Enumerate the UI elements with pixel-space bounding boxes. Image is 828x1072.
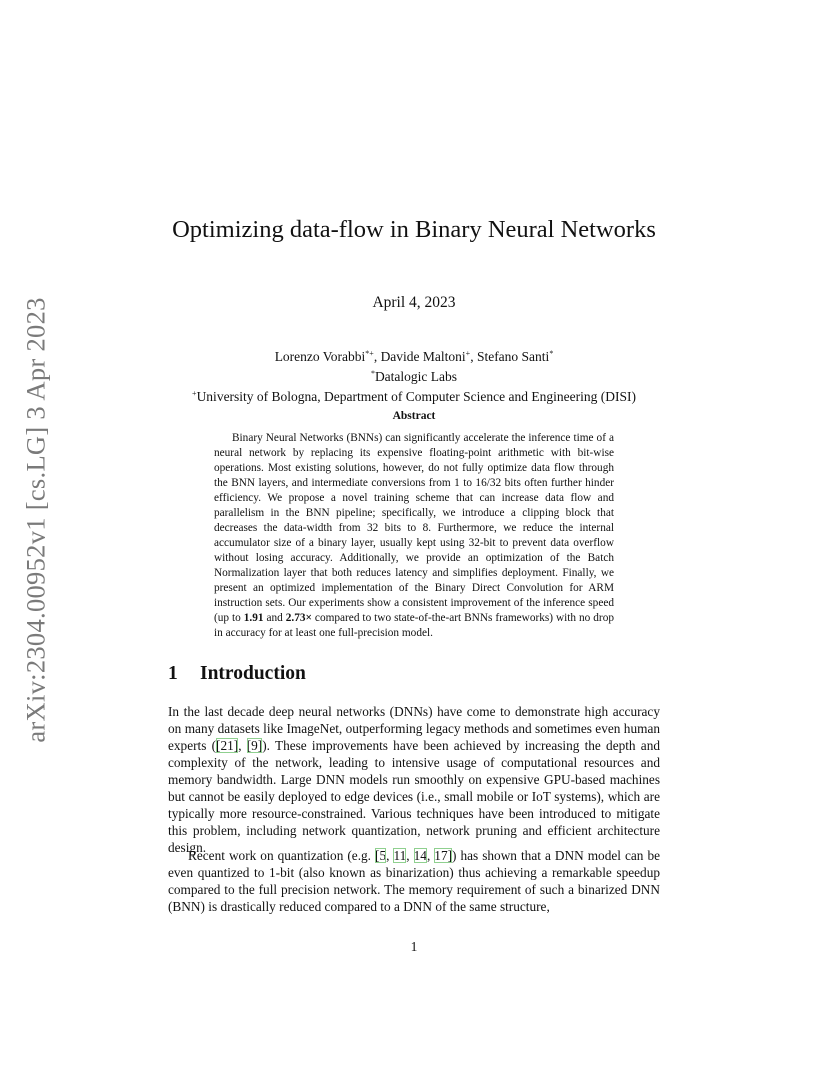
- paper-title: Optimizing data-flow in Binary Neural Networks: [172, 216, 656, 243]
- section-heading-introduction: [168, 663, 306, 685]
- abstract-speedup-2: 2.73×: [285, 612, 312, 624]
- section-number: 1: [168, 663, 178, 684]
- author-line: [0, 345, 828, 365]
- p1-text-2: ,: [238, 738, 247, 753]
- citation-link[interactable]: 11: [393, 848, 407, 863]
- p1-text-3: ). These improvements have been achieved by increasing the depth and complexity of the network, leading to intensive usage of computational resources and memory bandwidth. Large DNN models run smoothly on expensive GPU-based machines but cannot be easily deployed to edge devices (i.e., small mobile or IoT systems), which are typically more resource-constrained. Various techniques have been introduced to mitigate this problem, including network quantization, network pruning and efficient architecture design.: [168, 738, 660, 855]
- citation-link[interactable]: [21]: [216, 738, 239, 753]
- author-block: [0, 345, 828, 405]
- author-1-mark: *+: [365, 349, 374, 358]
- abstract-text-3: compared to two state-of-the-art BNNs frameworks) with no drop in accuracy for at least one full-precision model.: [214, 612, 614, 639]
- p2-text-2: ,: [386, 848, 394, 863]
- page-number: 1: [410, 939, 418, 954]
- citation-link[interactable]: [5: [375, 848, 387, 863]
- arxiv-id-text: arXiv:2304.00952v1 [cs.LG] 3 Apr 2023: [20, 297, 51, 743]
- p2-text-1: Recent work on quantization (e.g.: [188, 848, 376, 863]
- p2-text-4: ,: [426, 848, 435, 863]
- affiliation-1: [0, 365, 828, 385]
- p2-text-3: ,: [406, 848, 414, 863]
- affiliation-2-text: University of Bologna, Department of Computer Science and Engineering (DISI): [196, 389, 636, 404]
- citation-link[interactable]: [9]: [246, 738, 263, 753]
- author-3: , Stefano Santi: [470, 349, 550, 364]
- p2-text-5: ) has shown that a DNN model can be even quantized to 1-bit (also known as binarization) thus achieving a remarkable speedup compared to the full precision network. The memory requirement of such a binarized DNN (BNN) is drastically reduced compared to a DNN of the same structure,: [168, 848, 661, 914]
- intro-paragraph-1: [168, 703, 660, 856]
- intro-paragraph-2: [168, 847, 660, 915]
- author-3-mark: *: [549, 349, 554, 358]
- abstract-heading: Abstract: [392, 410, 436, 422]
- author-2: , Davide Maltoni: [373, 349, 466, 364]
- section-title: Introduction: [200, 663, 306, 684]
- p1-text-1: In the last decade deep neural networks (DNNs) have come to demonstrate high accuracy on many datasets like ImageNet, outperforming legacy methods and sometimes even human experts (: [168, 704, 660, 753]
- affiliation-1-text: Datalogic Labs: [374, 369, 458, 384]
- abstract-text-1: Binary Neural Networks (BNNs) can significantly accelerate the inference time of a neural network by replacing its expensive floating-point arithmetic with bit-wise operations. Most existing solutions, however, do not fully optimize data flow through the BNN layers, and intermediate conversions from 1 to 16/32 bits often further hinder efficiency. We propose a novel training scheme that can increase data flow and parallelism in the BNN pipeline; specifically, we introduce a clipping block that decreases the data-width from 32 bits to 8. Furthermore, we reduce the internal accumulator size of a binary layer, usually kept using 32-bit to prevent data overflow without losing accuracy. Additionally, we provide an optimization of the Batch Normalization layer that both reduces latency and simplifies deployment. Finally, we present an optimized implementation of the Binary Direct Convolution for ARM instruction sets. Our experiments show a consistent improvement of the inference speed (up to: [214, 432, 614, 624]
- citation-link[interactable]: 17]: [434, 848, 453, 863]
- paper-date: April 4, 2023: [372, 294, 456, 311]
- abstract-text-2: and: [263, 612, 286, 624]
- author-2-mark: +: [465, 349, 471, 358]
- abstract-body: [214, 431, 614, 641]
- citation-link[interactable]: 14: [413, 848, 427, 863]
- affiliation-2-mark: +: [192, 389, 197, 398]
- affiliation-2: [0, 385, 828, 405]
- abstract-speedup-1: 1.91: [243, 612, 264, 624]
- author-1: Lorenzo Vorabbi: [274, 349, 366, 364]
- affiliation-1-mark: *: [370, 369, 375, 378]
